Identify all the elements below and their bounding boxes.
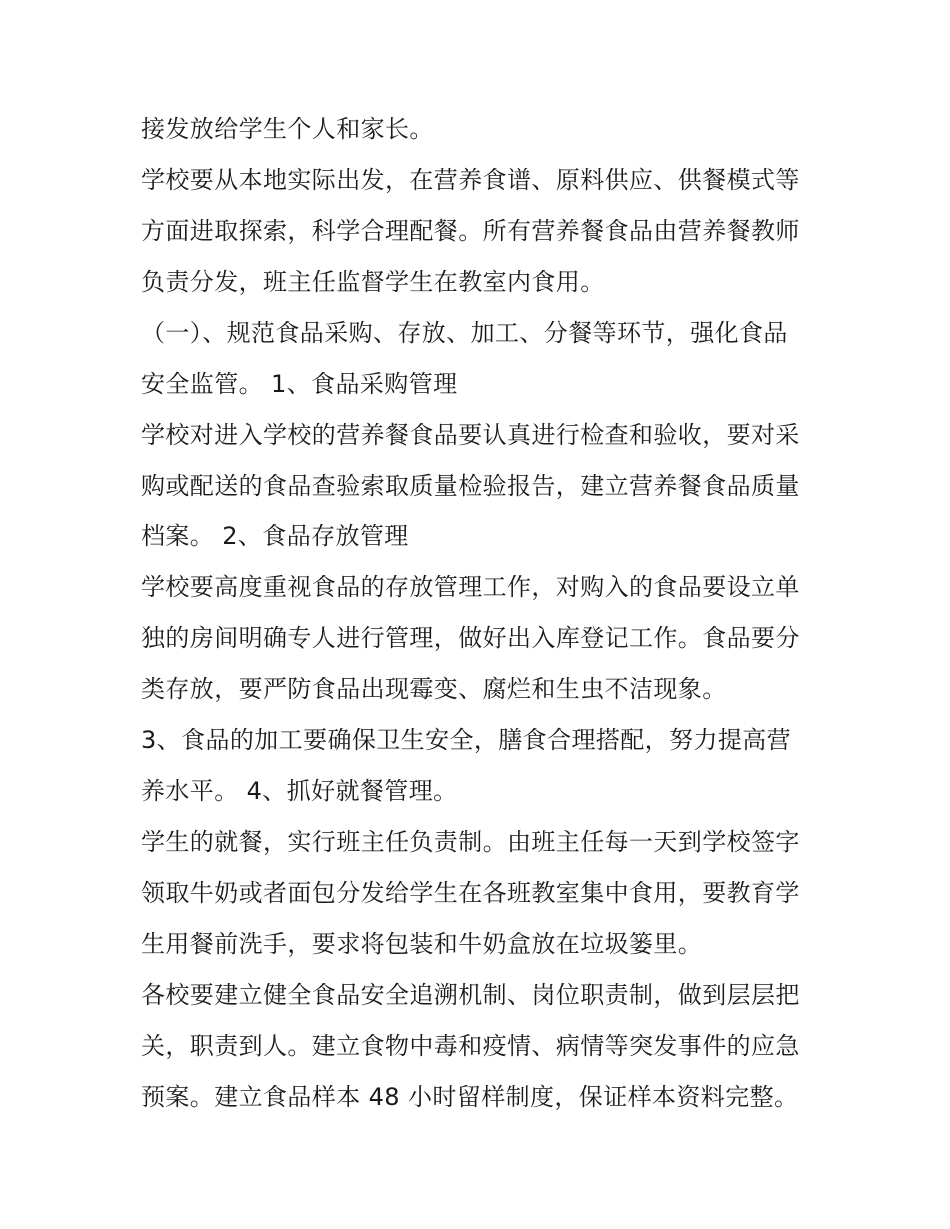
text-line: 学校要从本地实际出发，在营养食谱、原料供应、供餐模式等 (141, 166, 800, 194)
text-line: （一）、规范食品采购、存放、加工、分餐等环节，强化食品 (141, 319, 788, 347)
text-line: 3、食品的加工要确保卫生安全，膳食合理搭配，努力提高营 (141, 726, 792, 754)
text-line: 负责分发，班主任监督学生在教室内食用。 (141, 268, 605, 296)
text-line: 接发放给学生个人和家长。 (141, 115, 434, 143)
text-line: 方面进取探索，科学合理配餐。所有营养餐食品由营养餐教师 (141, 217, 800, 245)
text-line: 预案。建立食品样本 48 小时留样制度，保证样本资料完整。 (141, 1083, 799, 1111)
text-line: 独的房间明确专人进行管理，做好出入库登记工作。食品要分 (141, 624, 800, 652)
text-line: 关，职责到人。建立食物中毒和疫情、病情等突发事件的应急 (141, 1032, 800, 1060)
text-line: 档案。 2、食品存放管理 (141, 522, 409, 550)
text-line: 购或配送的食品查验索取质量检验报告，建立营养餐食品质量 (141, 472, 800, 500)
text-line: 学生的就餐，实行班主任负责制。由班主任每一天到学校签字 (141, 828, 800, 856)
text-line: 安全监管。 1、食品采购管理 (141, 370, 458, 398)
text-line: 各校要建立健全食品安全追溯机制、岗位职责制，做到层层把 (141, 981, 800, 1009)
text-line: 学校要高度重视食品的存放管理工作，对购入的食品要设立单 (141, 573, 800, 601)
text-line: 类存放，要严防食品出现霉变、腐烂和生虫不洁现象。 (141, 675, 727, 703)
text-line: 领取牛奶或者面包分发给学生在各班教室集中食用，要教育学 (141, 879, 800, 907)
text-line: 养水平。 4、抓好就餐管理。 (141, 777, 458, 805)
text-line: 学校对进入学校的营养餐食品要认真进行检查和验收，要对采 (141, 421, 800, 449)
text-line: 生用餐前洗手，要求将包装和牛奶盒放在垃圾篓里。 (141, 930, 703, 958)
